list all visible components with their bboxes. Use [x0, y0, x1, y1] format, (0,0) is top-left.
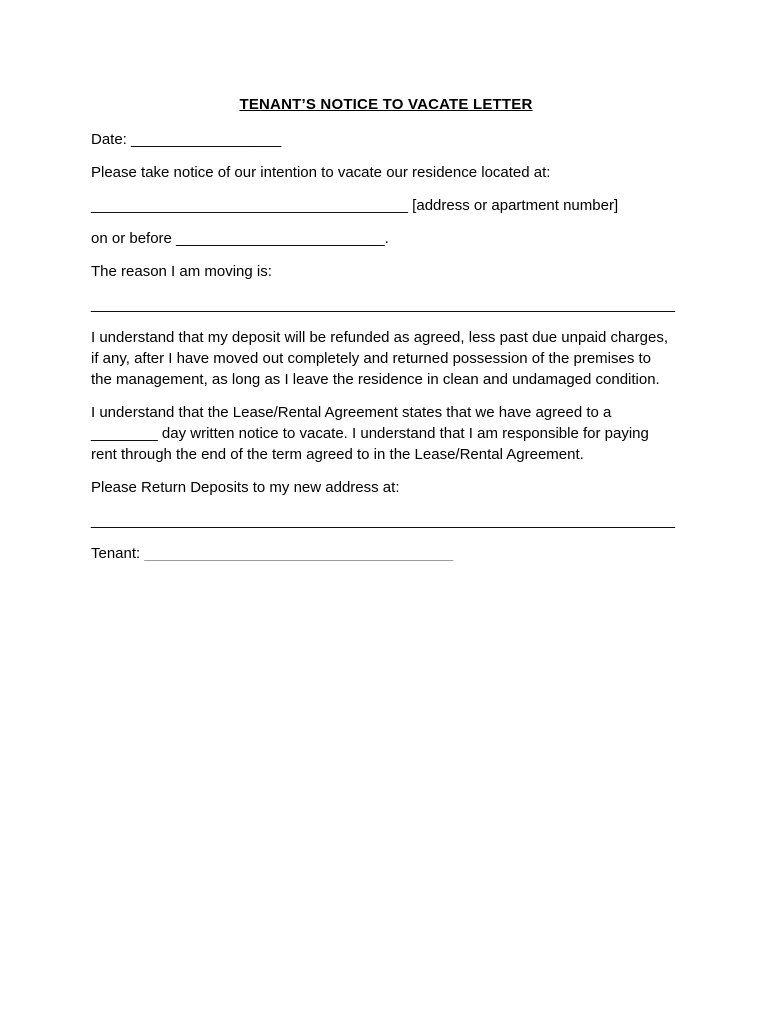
page-title: TENANT’S NOTICE TO VACATE LETTER — [239, 96, 533, 113]
date-label: Date: — [91, 131, 132, 148]
move-out-date-line — [91, 228, 681, 249]
deposit-paragraph-line-2: if any, after I have moved out completely and returned possession of the premises to — [91, 350, 652, 367]
notice-paragraph — [91, 402, 681, 465]
deposit-paragraph-line-3: the management, as long as I leave the residence in clean and undamaged condition. — [91, 371, 660, 388]
notice-paragraph-line-2: day written notice to vacate. I understand that I am responsible for paying — [157, 425, 649, 442]
intro-line: Please take notice of our intention to vacate our residence located at: — [91, 164, 551, 181]
tenant-line — [91, 543, 681, 564]
before-label: on or before — [91, 230, 177, 247]
new-address-blank-line — [91, 510, 681, 531]
address-line — [91, 195, 681, 216]
address-hint: [address or apartment number] — [408, 197, 619, 214]
deposit-paragraph — [91, 327, 681, 390]
reason-blank-line — [91, 294, 681, 315]
notice-days-blank-field[interactable]: ________ — [91, 425, 158, 442]
address-blank-field[interactable]: ______________________________________ — [91, 197, 409, 214]
date-blank-field[interactable]: __________________ — [131, 131, 282, 148]
move-out-date-blank-field[interactable]: _________________________ — [176, 230, 385, 247]
notice-paragraph-line-1: I understand that the Lease/Rental Agreement states that we have agreed to a — [91, 404, 612, 421]
notice-paragraph-line-3: rent through the end of the term agreed to in the Lease/Rental Agreement. — [91, 446, 584, 463]
before-period: . — [384, 230, 389, 247]
tenant-label: Tenant: — [91, 545, 145, 562]
deposit-paragraph-line-1: I understand that my deposit will be refunded as agreed, less past due unpaid charges, — [91, 329, 669, 346]
reason-blank-field[interactable]: ______________________________________________________________________ — [91, 296, 675, 313]
tenant-signature-blank-field[interactable]: _____________________________________ — [144, 545, 454, 562]
return-deposits-line: Please Return Deposits to my new address at: — [91, 479, 400, 496]
new-address-blank-field[interactable]: ______________________________________________________________________ — [91, 512, 675, 529]
date-line — [91, 129, 681, 150]
reason-line: The reason I am moving is: — [91, 263, 272, 280]
